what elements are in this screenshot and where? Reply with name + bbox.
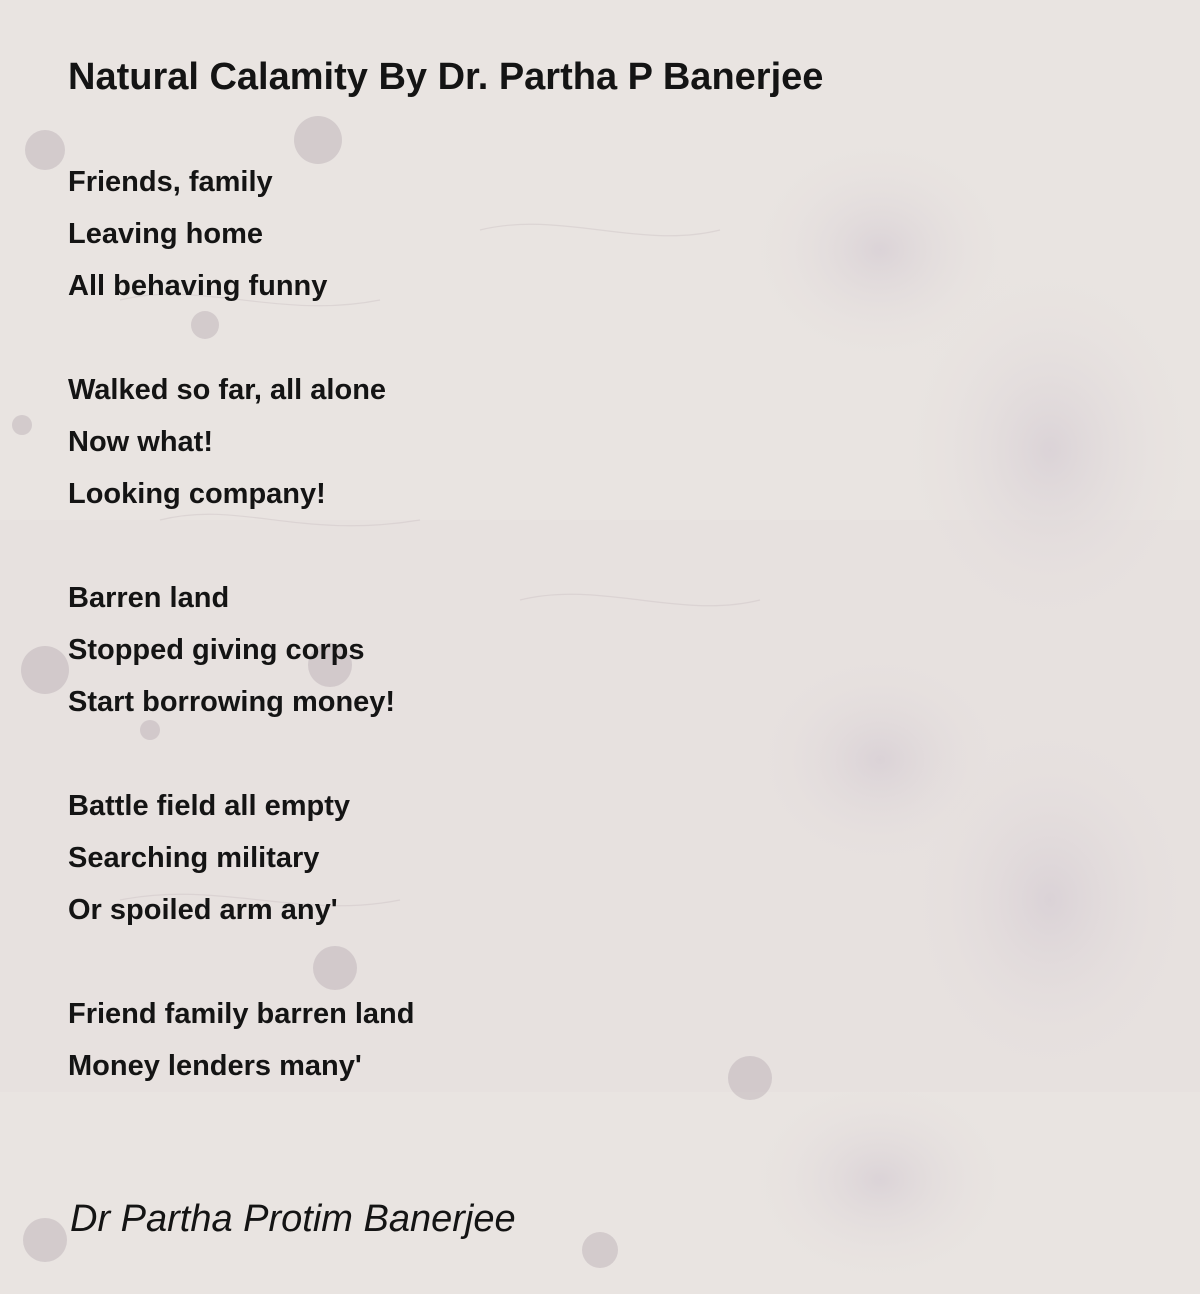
poem-line: Start borrowing money! [68, 686, 396, 718]
poem-line: Now what! [68, 426, 213, 458]
poem-line: Battle field all empty [68, 790, 351, 822]
poem-line: Or spoiled arm any' [68, 894, 338, 926]
poem-line: Friends, family [68, 166, 273, 198]
poem-line: Leaving home [68, 218, 263, 250]
poem-body [68, 156, 1148, 1092]
stanza-break [68, 936, 1148, 988]
stanza-break [68, 312, 1148, 364]
poem-author: Dr Partha Protim Banerjee [70, 1198, 516, 1240]
poem-line: Barren land [68, 582, 230, 614]
poem-line: All behaving funny [68, 270, 328, 302]
poem-line: Walked so far, all alone [68, 374, 387, 406]
poem-line: Stopped giving corps [68, 634, 365, 666]
poem-line: Money lenders many' [68, 1050, 362, 1082]
poem-line: Searching military [68, 842, 320, 874]
stanza-break [68, 728, 1148, 780]
poem-title: Natural Calamity By Dr. Partha P Banerjee [68, 56, 824, 98]
stanza-break [68, 520, 1148, 572]
poem-content [68, 54, 1148, 1092]
poem-line: Looking company! [68, 478, 326, 510]
poem-line: Friend family barren land [68, 998, 415, 1030]
